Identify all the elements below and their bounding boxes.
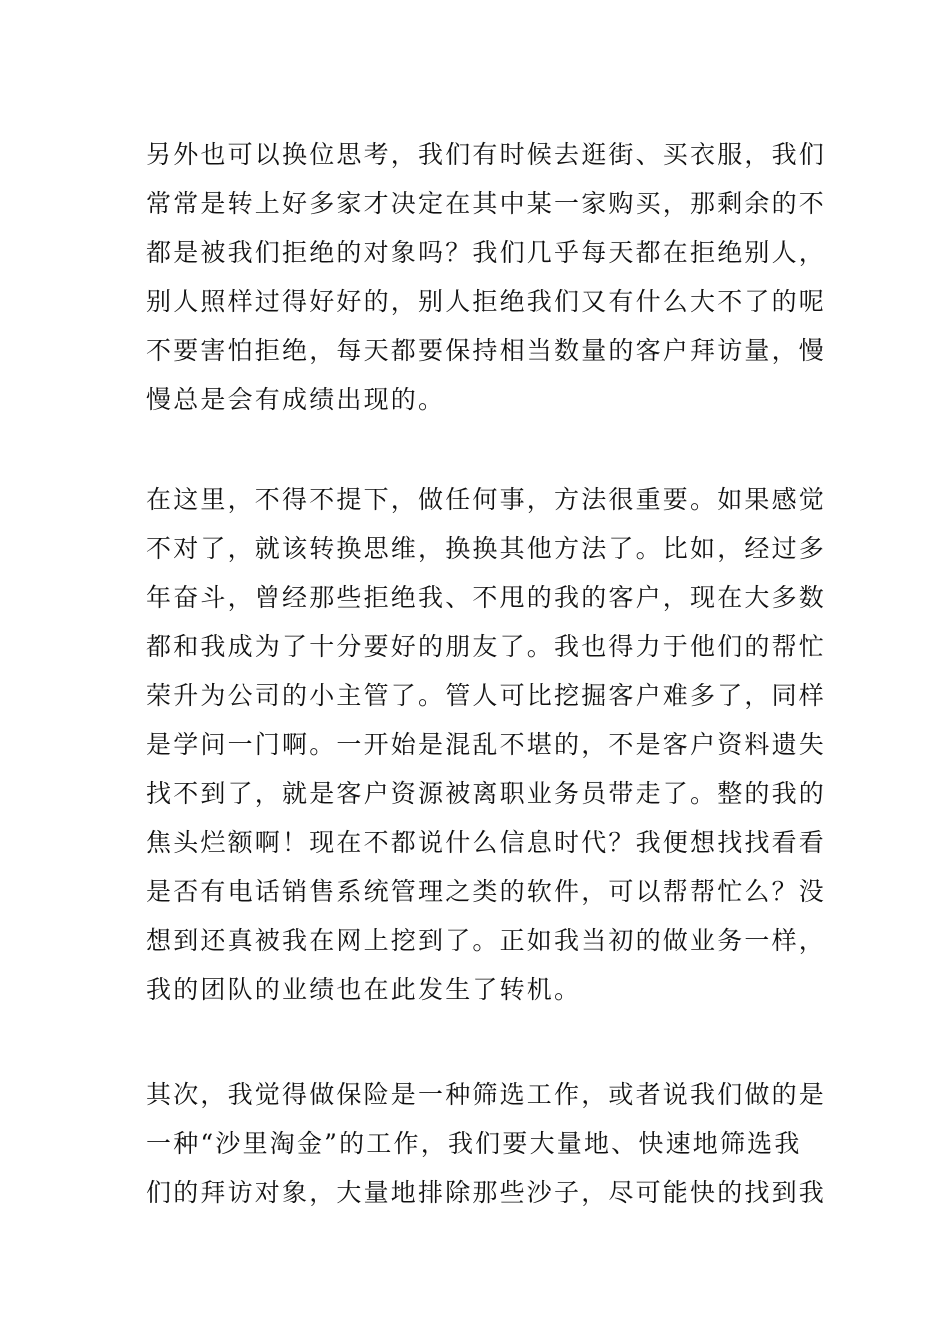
- paragraph-line: 找不到了，就是客户资源被离职业务员带走了。整的我的: [146, 779, 827, 808]
- paragraph-line: 在这里，不得不提下，做任何事，方法很重要。如果感觉: [146, 485, 827, 514]
- paragraph-line: 想到还真被我在网上挖到了。正如我当初的做业务一样，: [146, 926, 827, 955]
- paragraph-2: [146, 475, 827, 1014]
- paragraph-line: 焦头烂额啊！现在不都说什么信息时代？我便想找找看看: [146, 828, 827, 857]
- paragraph-line: 常常是转上好多家才决定在其中某一家购买，那剩余的不: [146, 189, 827, 218]
- paragraph-line: 荣升为公司的小主管了。管人可比挖掘客户难多了，同样: [146, 681, 827, 710]
- paragraph-line: 不要害怕拒绝，每天都要保持相当数量的客户拜访量，慢: [146, 336, 827, 365]
- paragraph-line: 一种“沙里淘金”的工作，我们要大量地、快速地筛选我: [146, 1129, 802, 1158]
- paragraph-line: 另外也可以换位思考，我们有时候去逛街、买衣服，我们: [146, 140, 827, 169]
- paragraph-line: 都是被我们拒绝的对象吗？我们几乎每天都在拒绝别人，: [146, 238, 827, 267]
- paragraph-line: 是学问一门啊。一开始是混乱不堪的，不是客户资料遗失: [146, 730, 827, 759]
- paragraph-line: 其次，我觉得做保险是一种筛选工作，或者说我们做的是: [146, 1080, 827, 1109]
- paragraph-line: 慢总是会有成绩出现的。: [146, 385, 446, 414]
- paragraph-1: [146, 130, 827, 424]
- paragraph-line: 是否有电话销售系统管理之类的软件，可以帮帮忙么？没: [146, 877, 827, 906]
- paragraph-line: 不对了，就该转换思维，换换其他方法了。比如，经过多: [146, 534, 827, 563]
- paragraph-line: 别人照样过得好好的，别人拒绝我们又有什么大不了的呢: [146, 287, 827, 316]
- paragraph-3: [146, 1070, 827, 1217]
- paragraph-line: 们的拜访对象，大量地排除那些沙子，尽可能快的找到我: [146, 1178, 827, 1207]
- paragraph-line: 都和我成为了十分要好的朋友了。我也得力于他们的帮忙: [146, 632, 827, 661]
- paragraph-line: 年奋斗，曾经那些拒绝我、不甩的我的客户，现在大多数: [146, 583, 827, 612]
- paragraph-line: 我的团队的业绩也在此发生了转机。: [146, 975, 582, 1004]
